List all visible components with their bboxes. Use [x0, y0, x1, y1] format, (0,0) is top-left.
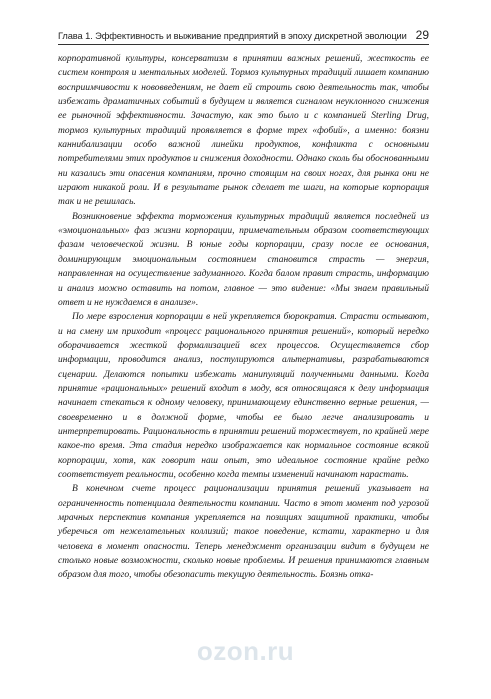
- chapter-title: Глава 1. Эффективность и выживание предприятий в эпоху дискретной эволюции: [58, 31, 407, 41]
- body-text: [58, 52, 429, 583]
- page-number: 29: [415, 28, 429, 42]
- watermark: ozon.ru: [196, 636, 295, 666]
- paragraph: Возникновение эффекта торможения культурных традиций является последней из «эмоциональных» фаз жизни корпорации, примечательным образом соответствующих фазам человеческой жизни. В юные годы корпорации, сразу после ее основания, доминирующим эмоциональным состоянием становится страсть — энергия, направленная на осуществление задуманного. Когда балом правит страсть, информацию и анализ можно оставить на потом, главное — это видение: «Мы знаем правильный ответ и не нуждаемся в анализе».: [58, 211, 429, 308]
- running-header: [58, 28, 429, 42]
- paragraph: По мере взросления корпорации в ней укрепляется бюрократия. Страсти остывают, и на смену им приходит «процесс рационального принятия решений», который нередко оборачивается жесткой формализацией всех процессов. Осуществляется сбор информации, проводится анализ, постулируются альтернативы, разрабатываются сценарии. Делаются попытки избежать манипуляций полученными данными. Когда принятие «рациональных» решений входит в моду, вся относящаяся к делу информация начинает стекаться к одному человеку, принимающему единственно верные решения, — своевременно и в должной форме, чтобы ее было легче анализировать и интерпретировать. Рациональность в принятии решений торжествует, по крайней мере какое-то время. Эта стадия нередко изображается как нормальное состояние всякой корпорации, хотя, как говорит наш опыт, это идеальное состояние крайне редко соответствует реальности, особенно когда темпы изменений начинают нарастать.: [58, 312, 429, 480]
- paragraph: В конечном счете процесс рационализации принятия решений указывает на ограниченность потенциала деятельности компании. Часто в этот момент под угрозой мрачных перспектив компания укрепляется на позициях защитной практики, чтобы уберечься от нежелательных коллизий; такое поведение, кстати, характерно и для человека в момент опасности. Теперь менеджмент организации видит в будущем не столько новые возможности, сколько новые проблемы. И решения принимаются главным образом для того, чтобы обезопасить текущую деятельность. Боязнь отка-: [58, 484, 429, 581]
- paragraph: корпоративной культуры, консерватизм в принятии важных решений, жесткость ее систем контроля и ментальных моделей. Тормоз культурных традиций лишает компанию восприимчивости к нововведениям, не дает ей строить свою деятельность так, чтобы избежать драматичных событий в будущем и является сигналом неуклонного снижения ее рыночной эффективности. Зачастую, как это было и с компанией Sterling Drug, тормоз культурных традиций проявляется в форме трех «фобий», а именно: боязни каннибализации особо важной линейки продуктов, конфликта с основными потребителями этих продуктов и снижения доходности. Однако сколь бы обоснованными ни казались эти опасения компаниям, прочно стоящим на своих ногах, для рынка они не играют никакой роли. И в результате рынок сделает те шаги, на которые корпорация так и не решилась.: [58, 54, 429, 208]
- header-divider: [58, 44, 429, 45]
